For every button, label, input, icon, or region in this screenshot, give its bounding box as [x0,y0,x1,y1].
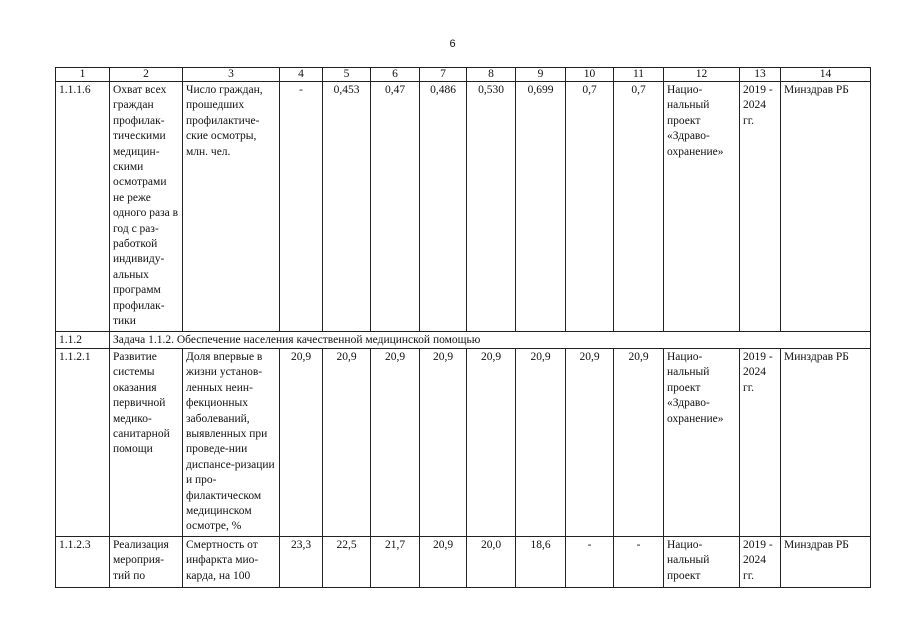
indicator-value: 0,699 [516,82,566,332]
indicator-value: - [566,536,614,587]
indicator-value: 0,530 [467,82,516,332]
indicator-value: 18,6 [516,536,566,587]
indicator-value: 20,9 [323,348,371,536]
period: 2019 - 2024 гг. [740,348,781,536]
table-row [56,348,871,536]
indicator-value: 20,9 [420,348,467,536]
column-number-5: 5 [323,68,371,82]
indicator-value: 20,9 [566,348,614,536]
indicator-value: 21,7 [371,536,420,587]
page-number: 6 [449,38,456,50]
task-title: Задача 1.1.2. Обеспечение населения качественной медицинской помощью [110,331,871,348]
column-number-8: 8 [467,68,516,82]
column-number-9: 9 [516,68,566,82]
column-number-14: 14 [781,68,871,82]
row-code: 1.1.2.3 [56,536,110,587]
indicator-name: Смертность от инфаркта мио-карда, на 100 [183,536,280,587]
column-number-6: 6 [371,68,420,82]
national-project: Нацио-нальный проект «Здраво-охранение» [664,348,740,536]
responsible: Минздрав РБ [781,348,871,536]
column-number-3: 3 [183,68,280,82]
indicator-value: 20,9 [280,348,323,536]
indicator-value: 20,9 [420,536,467,587]
indicator-value: 20,9 [516,348,566,536]
responsible: Минздрав РБ [781,82,871,332]
measure-name: Охват всех граждан профилак-тическими медицин-скими осмотрами не реже одного раза в год с раз-работкой индивиду-альных программ профилак-тики [110,82,183,332]
column-number-11: 11 [614,68,664,82]
indicator-value: 23,3 [280,536,323,587]
column-number-13: 13 [740,68,781,82]
task-row [56,331,871,348]
column-number-2: 2 [110,68,183,82]
measure-name: Реализация мероприя-тий по [110,536,183,587]
indicator-value: 22,5 [323,536,371,587]
indicator-value: 0,7 [614,82,664,332]
indicator-value: 20,9 [467,348,516,536]
column-number-7: 7 [420,68,467,82]
indicator-value: 20,9 [614,348,664,536]
table-row [56,536,871,587]
measure-name: Развитие системы оказания первичной медико-санитарной помощи [110,348,183,536]
indicator-value: - [614,536,664,587]
indicators-table [55,67,871,588]
responsible: Минздрав РБ [781,536,871,587]
indicator-value: - [280,82,323,332]
column-number-1: 1 [56,68,110,82]
table-row [56,82,871,332]
table-header-row [56,68,871,82]
period: 2019 - 2024 гг. [740,536,781,587]
national-project: Нацио-нальный проект [664,536,740,587]
indicator-value: 0,47 [371,82,420,332]
indicator-value: 0,7 [566,82,614,332]
indicator-value: 20,0 [467,536,516,587]
national-project: Нацио-нальный проект «Здраво-охранение» [664,82,740,332]
indicator-name: Доля впервые в жизни установ-ленных неин-фекционных заболеваний, выявленных при проведе-нии диспансе-ризации и про-филактическом медицинском осмотре, % [183,348,280,536]
row-code: 1.1.2.1 [56,348,110,536]
indicator-value: 20,9 [371,348,420,536]
row-code: 1.1.2 [56,331,110,348]
period: 2019 - 2024 гг. [740,82,781,332]
indicator-value: 0,486 [420,82,467,332]
indicator-name: Число граждан, прошедших профилактиче-ские осмотры, млн. чел. [183,82,280,332]
row-code: 1.1.1.6 [56,82,110,332]
column-number-12: 12 [664,68,740,82]
column-number-4: 4 [280,68,323,82]
column-number-10: 10 [566,68,614,82]
indicator-value: 0,453 [323,82,371,332]
